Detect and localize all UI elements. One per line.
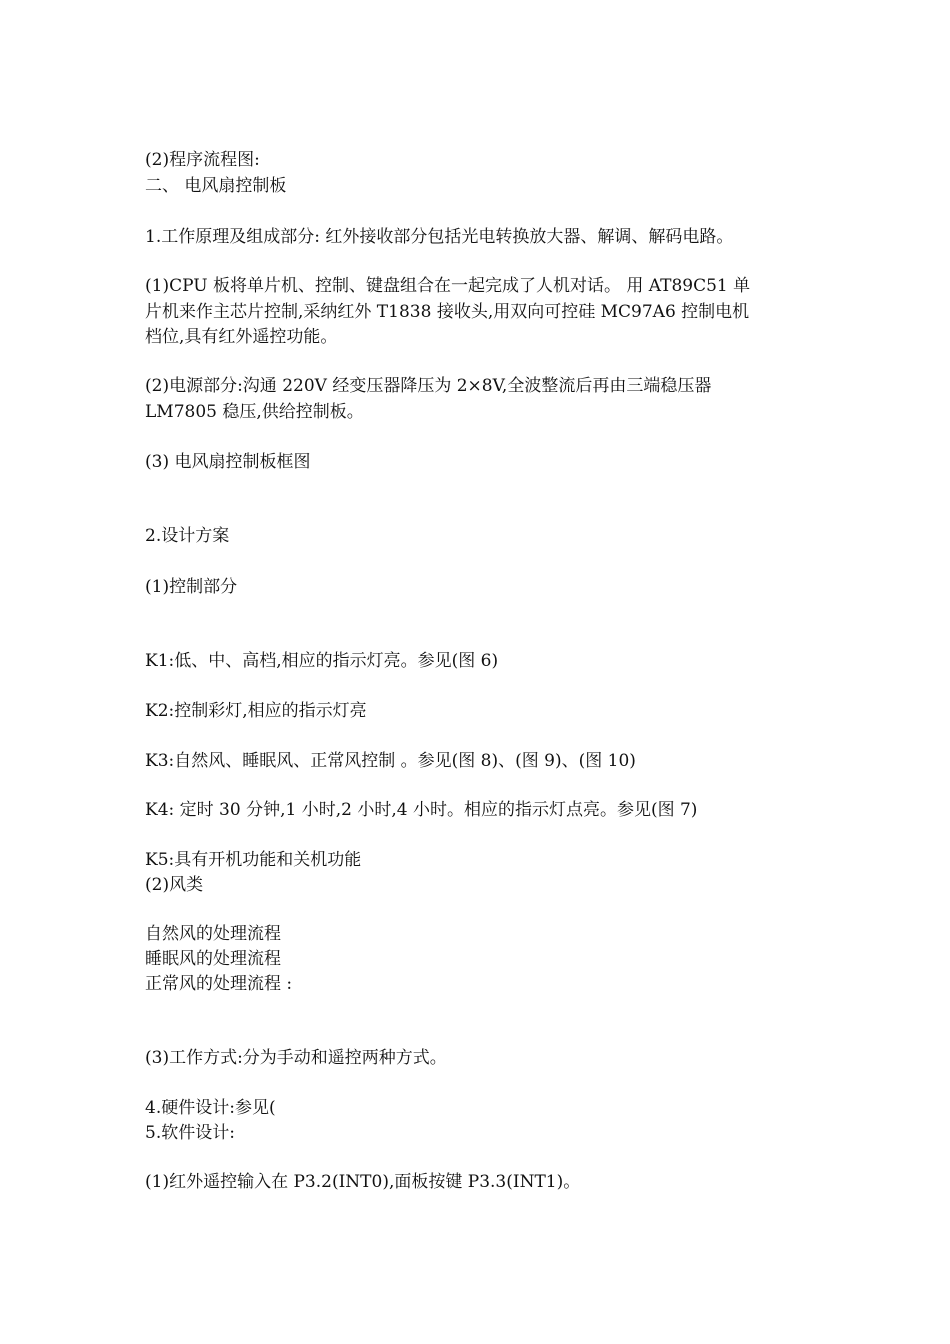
- power-section-line-1: (2)电源部分:沟通 220V 经变压器降压为 2×8V,全波整流后再由三端稳压器: [145, 376, 712, 396]
- cpu-board-line-3: 档位,具有红外遥控功能。: [145, 327, 338, 347]
- infrared-input-paragraph: (1)红外遥控输入在 P3.2(INT0),面板按键 P3.3(INT1)。: [145, 1172, 581, 1192]
- normal-wind-flow: 正常风的处理流程 :: [145, 974, 293, 994]
- software-design-heading: 5.软件设计:: [145, 1123, 235, 1143]
- cpu-board-line-2: 片机来作主芯片控制,采纳红外 T1838 接收头,用双向可控硅 MC97A6 控制电机: [145, 302, 750, 322]
- section-heading-fan-control-board: 二、 电风扇控制板: [145, 176, 287, 196]
- block-diagram-heading: (3) 电风扇控制板框图: [145, 452, 311, 472]
- k5-description: K5:具有开机功能和关机功能: [145, 850, 362, 870]
- design-scheme-heading: 2.设计方案: [145, 526, 230, 546]
- flowchart-heading: (2)程序流程图:: [145, 150, 260, 170]
- working-principle-paragraph: 1.工作原理及组成部分: 红外接收部分包括光电转换放大器、解调、解码电路。: [145, 227, 734, 247]
- sleep-wind-flow: 睡眠风的处理流程: [145, 949, 281, 969]
- power-section-line-2: LM7805 稳压,供给控制板。: [145, 402, 364, 422]
- k4-description: K4: 定时 30 分钟,1 小时,2 小时,4 小时。相应的指示灯点亮。参见(图 7): [145, 800, 698, 820]
- natural-wind-flow: 自然风的处理流程: [145, 924, 281, 944]
- k1-description: K1:低、中、高档,相应的指示灯亮。参见(图 6): [145, 651, 499, 671]
- control-section-heading: (1)控制部分: [145, 577, 238, 597]
- wind-types-heading: (2)风类: [145, 875, 204, 895]
- hardware-design-heading: 4.硬件设计:参见(: [145, 1098, 276, 1118]
- working-mode-paragraph: (3)工作方式:分为手动和遥控两种方式。: [145, 1048, 447, 1068]
- k2-description: K2:控制彩灯,相应的指示灯亮: [145, 701, 367, 721]
- k3-description: K3:自然风、睡眠风、正常风控制 。参见(图 8)、(图 9)、(图 10): [145, 751, 636, 771]
- cpu-board-line-1: (1)CPU 板将单片机、控制、键盘组合在一起完成了人机对话。 用 AT89C51 单: [145, 276, 751, 296]
